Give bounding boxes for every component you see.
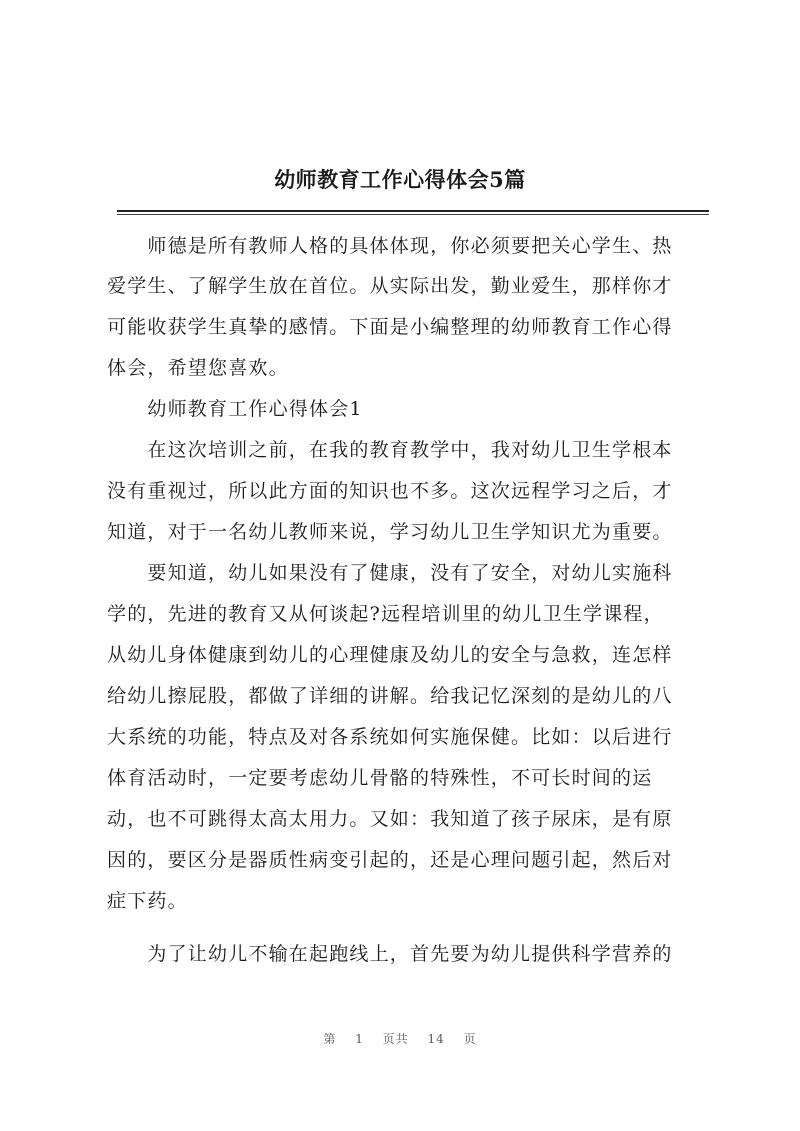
body-line: 可能收获学生真挚的感情。下面是小编整理的幼师教育工作心得 — [107, 316, 673, 338]
footer-mid: 页共 — [382, 1032, 409, 1046]
body-line: 在这次培训之前，在我的教育教学中，我对幼儿卫生学根本 — [107, 439, 673, 461]
body-line: 症下药。 — [107, 890, 188, 912]
body-line: 为了让幼儿不输在起跑线上，首先要为幼儿提供科学营养的 — [107, 943, 673, 965]
body-line: 爱学生、了解学生放在首位。从实际出发，勤业爱生，那样你才 — [107, 275, 673, 297]
body-line: 学的，先进的教育又从何谈起?远程培训里的幼儿卫生学课程， — [107, 603, 664, 625]
body-line: 没有重视过，所以此方面的知识也不多。这次远程学习之后，才 — [107, 480, 673, 502]
page-title: 幼师教育工作心得体会5篇 — [274, 167, 526, 192]
footer-prefix: 第 — [323, 1032, 337, 1046]
body-line: 因的，要区分是器质性病变引起的，还是心理问题引起，然后对 — [107, 849, 673, 871]
body-line: 知道，对于一名幼儿教师来说，学习幼儿卫生学知识尤为重要。 — [107, 521, 673, 543]
page-footer — [0, 1030, 800, 1047]
body-line: 从幼儿身体健康到幼儿的心理健康及幼儿的安全与急救，连怎样 — [107, 644, 673, 666]
body-line: 给幼儿擦屁股，都做了详细的讲解。给我记忆深刻的是幼儿的八 — [107, 685, 673, 707]
title-rule-thin — [117, 214, 709, 215]
body-line: 要知道，幼儿如果没有了健康，没有了安全，对幼儿实施科 — [107, 562, 673, 584]
footer-suffix: 页 — [463, 1032, 477, 1046]
body-line: 体会，希望您喜欢。 — [107, 357, 289, 379]
body-line: 体育活动时，一定要考虑幼儿骨骼的特殊性，不可长时间的运 — [107, 767, 653, 789]
footer-total-pages: 14 — [427, 1032, 445, 1046]
body-line: 大系统的功能，特点及对各系统如何实施保健。比如：以后进行 — [107, 726, 673, 748]
body-line: 师德是所有教师人格的具体体现，你必须要把关心学生、热 — [107, 235, 673, 257]
footer-page-number: 1 — [355, 1032, 364, 1046]
section-heading: 幼师教育工作心得体会1 — [107, 398, 363, 420]
body-line: 动，也不可跳得太高太用力。又如：我知道了孩子尿床，是有原 — [107, 808, 673, 830]
title-rule-thick — [117, 210, 709, 212]
